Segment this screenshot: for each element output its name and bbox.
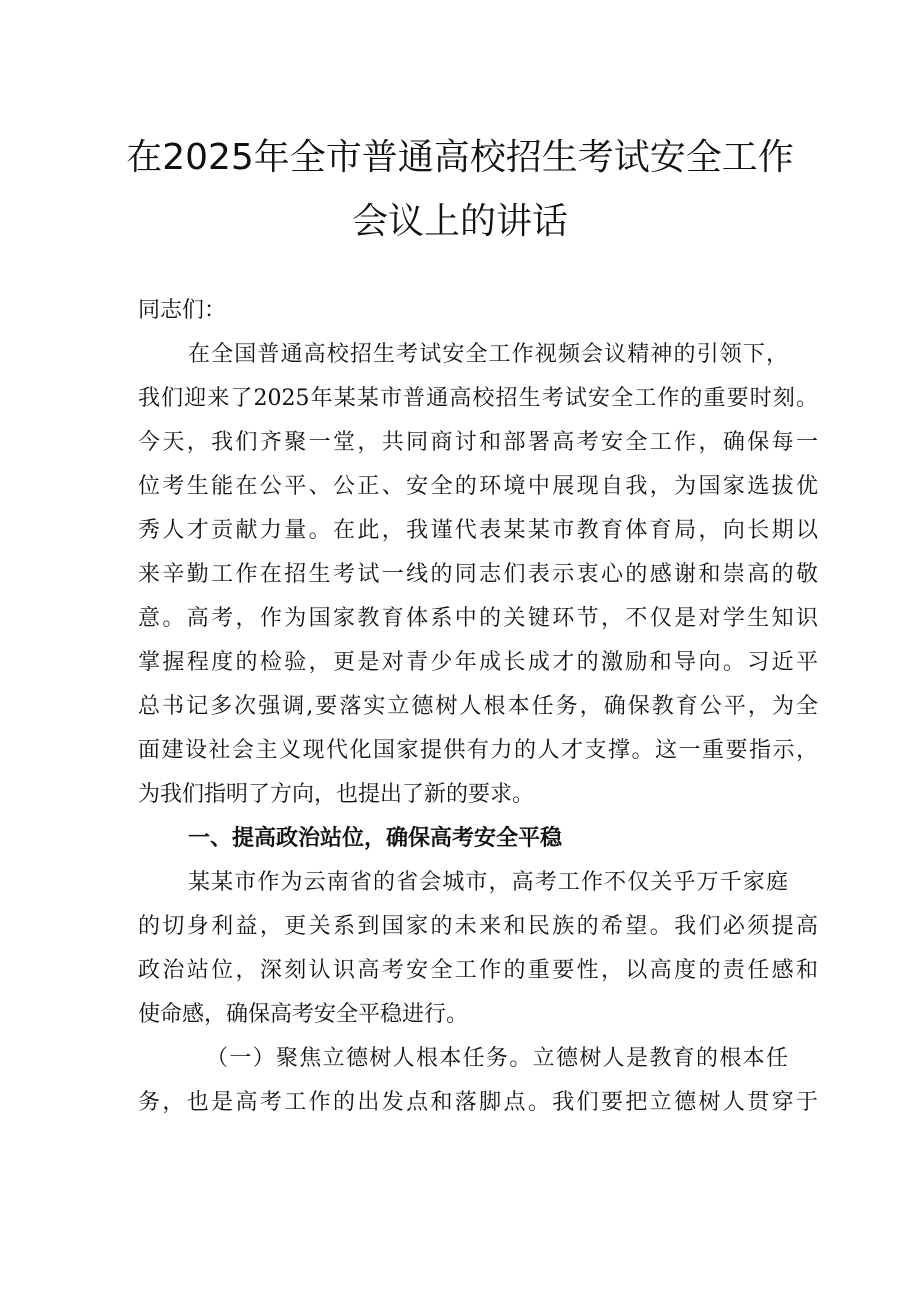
- body-line: 在全国普通高校招生考试安全工作视频会议精神的引领下，: [188, 342, 788, 367]
- document-title-line-1: 在2025年全市普通高校招生考试安全工作: [126, 137, 794, 178]
- subsection-line: （一）聚焦立德树人根本任务。立德树人是教育的根本任: [206, 1046, 788, 1071]
- body-line: 秀人才贡献力量。在此，我谨代表某某市教育体育局，向长期以: [138, 518, 818, 543]
- body-line: 的切身利益，更关系到国家的未来和民族的希望。我们必须提高: [138, 914, 818, 939]
- body-line: 来辛勤工作在招生考试一线的同志们表示衷心的感谢和崇高的敬: [138, 562, 818, 587]
- body-line: 为我们指明了方向，也提出了新的要求。: [138, 782, 535, 807]
- section-heading-1: 一、提高政治站位，确保高考安全平稳: [188, 826, 563, 851]
- body-line: 意。高考，作为国家教育体系中的关键环节，不仅是对学生知识: [138, 606, 818, 631]
- body-line: 掌握程度的检验，更是对青少年成长成才的激励和导向。习近平: [138, 650, 818, 675]
- body-line: 我们迎来了2025年某某市普通高校招生考试安全工作的重要时刻。: [138, 386, 818, 411]
- body-line: 面建设社会主义现代化国家提供有力的人才支撑。这一重要指示，: [138, 738, 818, 763]
- salutation: 同志们：: [138, 298, 227, 323]
- body-line: 位考生能在公平、公正、安全的环境中展现自我，为国家选拔优: [138, 474, 818, 499]
- body-line: 总书记多次强调,要落实立德树人根本任务，确保教育公平，为全: [138, 694, 818, 719]
- body-line: 使命感，确保高考安全平稳进行。: [138, 1002, 469, 1027]
- body-line: 政治站位，深刻认识高考安全工作的重要性，以高度的责任感和: [138, 958, 818, 983]
- document-title-line-2: 会议上的讲话: [351, 201, 568, 242]
- body-line: 某某市作为云南省的省会城市，高考工作不仅关乎万千家庭: [188, 870, 788, 895]
- body-line: 今天，我们齐聚一堂，共同商讨和部署高考安全工作，确保每一: [138, 430, 818, 455]
- subsection-line: 务，也是高考工作的出发点和落脚点。我们要把立德树人贯穿于: [138, 1090, 818, 1115]
